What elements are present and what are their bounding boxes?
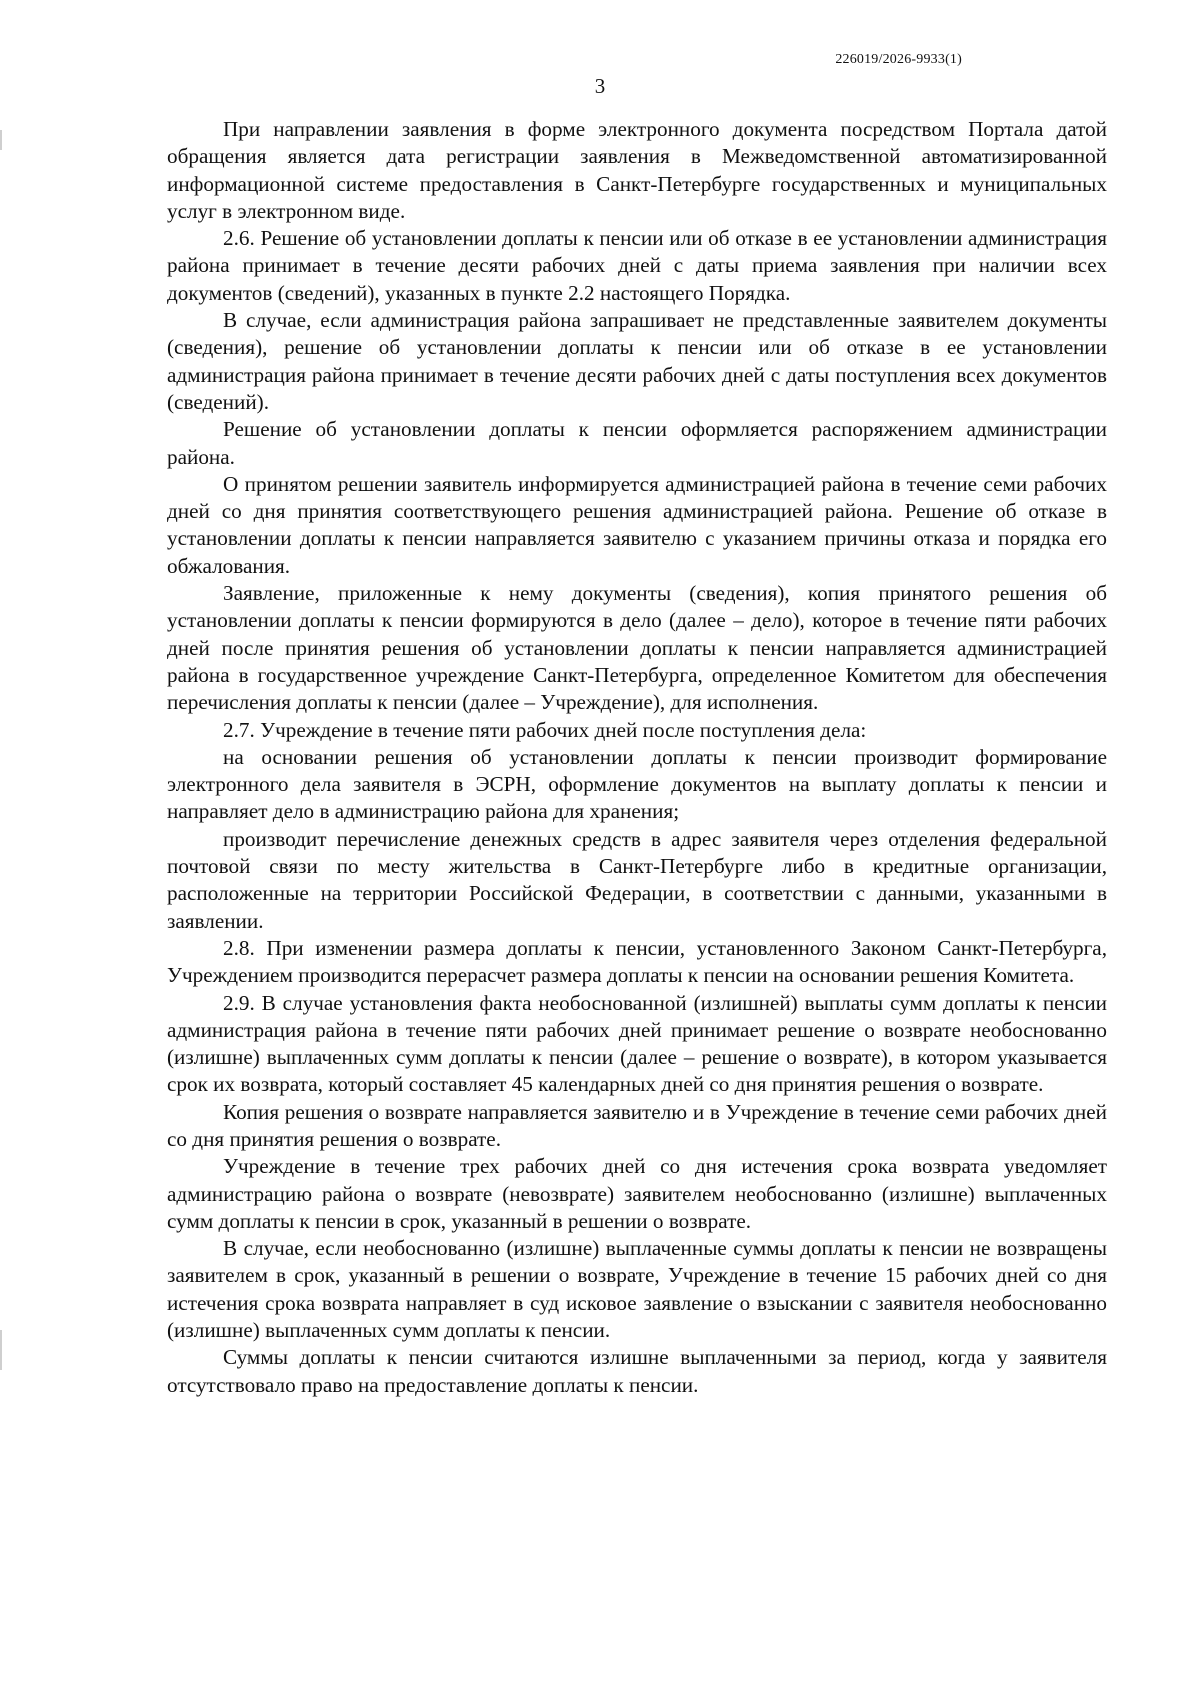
paragraph: При направлении заявления в форме электронного документа посредством Портала датой обращения является дата регистрации заявления в Межведомственной автоматизированной информационной системе предоставления в Санкт-Петербурге государственных и муниципальных услуг в электронном виде. xyxy=(167,117,1107,223)
paragraph: О принятом решении заявитель информируется администрацией района в течение семи рабочих дней со дня принятия соответствующего решения администрацией района. Решение об отказе в установлении доплаты к пенсии направляется заявителю с указанием причины отказа и порядка его обжалования. xyxy=(167,471,1107,578)
paragraph: на основании решения об установлении доплаты к пенсии производит формирование электронного дела заявителя в ЭСРН, оформление документов на выплату доплаты к пенсии и направляет дело в администрацию района для хранения; xyxy=(167,744,1107,824)
paragraph: Учреждение в течение трех рабочих дней со дня истечения срока возврата уведомляет администрацию района о возврате (невозврате) заявителем необоснованно (излишне) выплаченных сумм доплаты к пенсии в срок, указанный в решении о возврате. xyxy=(167,1154,1107,1233)
document-registration-number: 226019/2026-9933(1) xyxy=(835,52,962,67)
scan-edge-mark xyxy=(0,130,2,150)
paragraph: производит перечисление денежных средств в адрес заявителя через отделения федеральной почтовой связи по месту жительства в Санкт-Петербурге либо в кредитные организации, расположенные на территории Российской Федерации, в соответствии с данными, указанными в заявлении. xyxy=(167,826,1107,933)
paragraph: В случае, если администрация района запрашивает не представленные заявителем документы (сведения), решение об установлении доплаты к пенсии или об отказе в ее установлении администрация района принимает в течение десяти рабочих дней с даты поступления всех документов (сведений). xyxy=(167,308,1107,414)
paragraph: В случае, если необоснованно (излишне) выплаченные суммы доплаты к пенсии не возвращены заявителем в срок, указанный в решении о возврате, Учреждение в течение 15 рабочих дней со дня истечения срока возврата направляет в суд исковое заявление о взыскании с заявителя необоснованно (излишне) выплаченных сумм доплаты к пенсии. xyxy=(167,1236,1107,1343)
paragraph: Решение об установлении доплаты к пенсии оформляется распоряжением администрации района. xyxy=(167,417,1107,469)
paragraph: Копия решения о возврате направляется заявителю и в Учреждение в течение семи рабочих дней со дня принятия решения о возврате. xyxy=(167,1099,1107,1151)
paragraph: 2.8. При изменении размера доплаты к пенсии, установленного Законом Санкт-Петербурга, Учреждением производится перерасчет размера доплаты к пенсии на основании решения Комитета. xyxy=(167,935,1107,988)
paragraph: Заявление, приложенные к нему документы (сведения), копия принятого решения об установлении доплаты к пенсии формируются в дело (далее – дело), которое в течение пяти рабочих дней после принятия решения об установлении доплаты к пенсии направляется администрацией района в государственное учреждение Санкт-Петербурга, определенное Комитетом для обеспечения перечисления доплаты к пенсии (далее – Учреждение), для исполнения. xyxy=(167,581,1107,715)
paragraph: 2.6. Решение об установлении доплаты к пенсии или об отказе в ее установлении администрация района принимает в течение десяти рабочих дней с даты приема заявления при наличии всех документов (сведений), указанных в пункте 2.2 настоящего Порядка. xyxy=(167,226,1107,305)
document-body xyxy=(167,116,1107,1399)
page-number: 3 xyxy=(594,74,606,98)
paragraph: 2.9. В случае установления факта необоснованной (излишней) выплаты сумм доплаты к пенсии администрация района в течение пяти рабочих дней принимает решение о возврате необоснованно (излишне) выплаченных сумм доплаты к пенсии (далее – решение о возврате), в котором указывается срок их возврата, который составляет 45 календарных дней со дня принятия решения о возврате. xyxy=(167,990,1107,1097)
scan-edge-mark xyxy=(0,1330,2,1370)
paragraph: Суммы доплаты к пенсии считаются излишне выплаченными за период, когда у заявителя отсутствовало право на предоставление доплаты к пенсии. xyxy=(167,1345,1107,1397)
paragraph: 2.7. Учреждение в течение пяти рабочих дней после поступления дела: xyxy=(223,717,867,742)
